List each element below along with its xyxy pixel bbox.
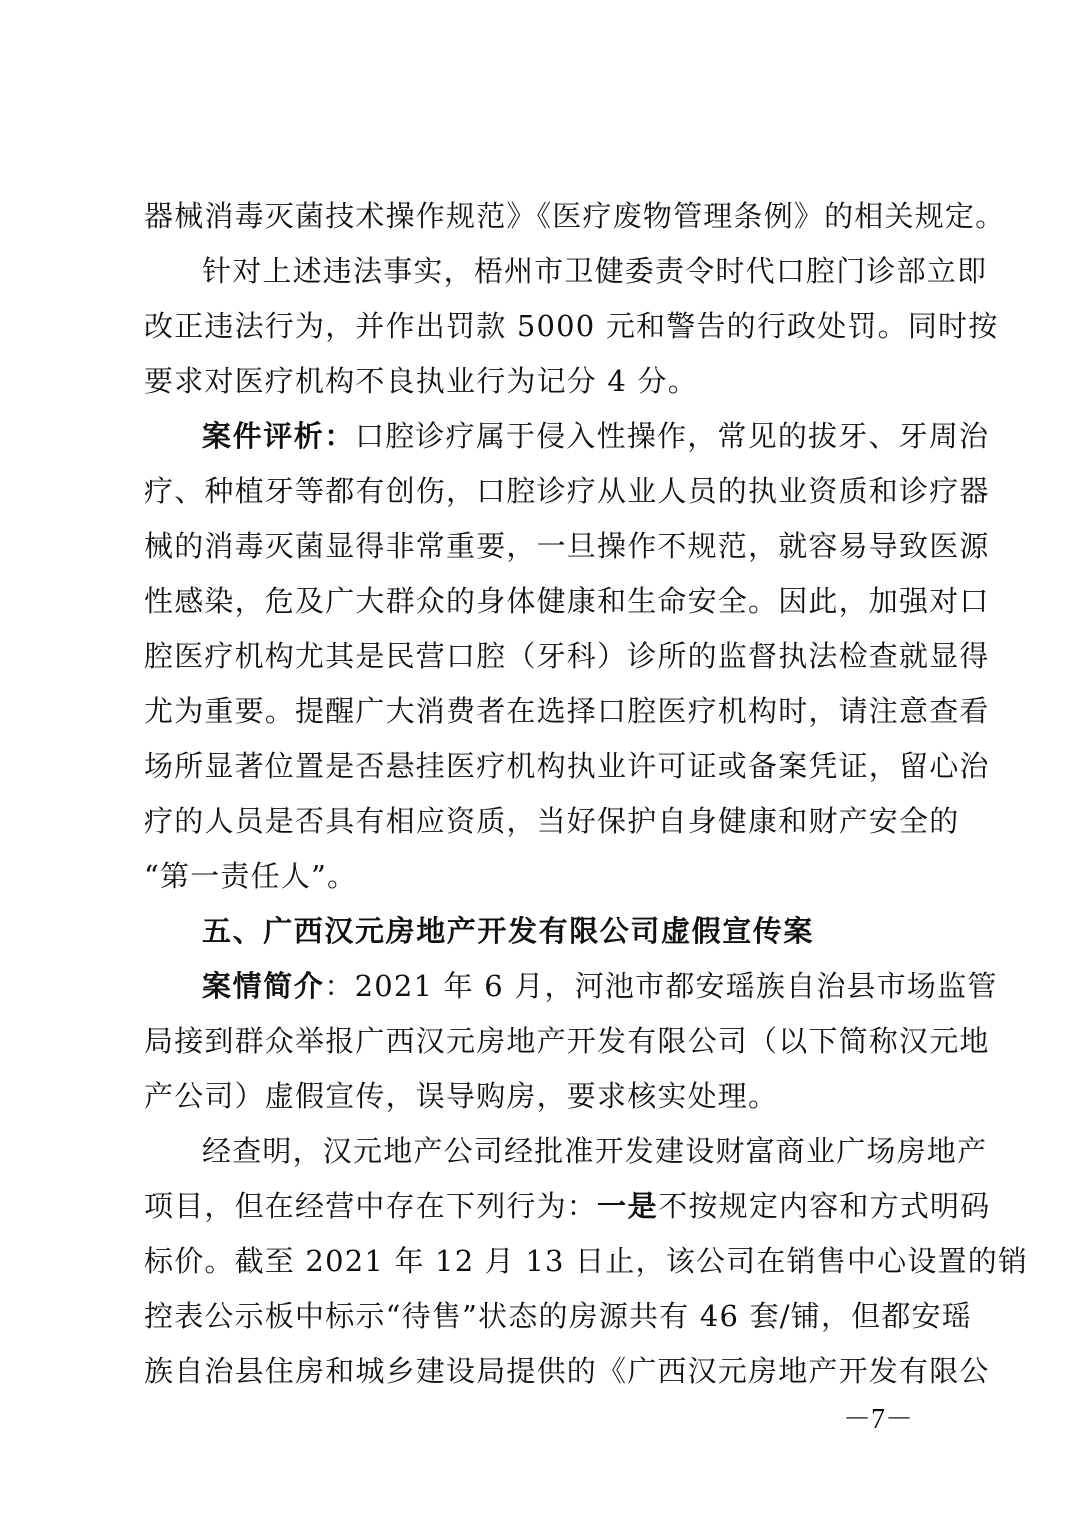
paragraph-line: 改正违法行为，并作出罚款 5000 元和警告的行政处罚。同时按: [144, 309, 999, 343]
paragraph-text: 不按规定内容和方式明码: [658, 1189, 991, 1223]
section-heading: 五、广西汉元房地产开发有限公司虚假宣传案: [202, 914, 815, 948]
paragraph-line: 腔医疗机构尤其是民营口腔（牙科）诊所的监督执法检查就显得: [144, 639, 990, 673]
paragraph-line: “第一责任人”。: [144, 859, 358, 893]
paragraph-text: 针对上述违法事实，梧州市卫健委责令时代口腔门诊部立即: [202, 254, 988, 288]
paragraph-line: 控表公示板中标示“待售”状态的房源共有 46 套/铺，但都安瑶: [144, 1299, 972, 1333]
paragraph-line: [202, 966, 998, 1006]
case-summary-label: 案情简介: [202, 969, 325, 1003]
page-number: －7－: [842, 1404, 913, 1435]
case-analysis-label: 案件评析：: [202, 419, 356, 453]
paragraph-line: [202, 416, 990, 456]
paragraph-line: 族自治县住房和城乡建设局提供的《广西汉元房地产开发有限公: [144, 1354, 990, 1388]
paragraph-line: 局接到群众举报广西汉元房地产开发有限公司（以下简称汉元地: [144, 1024, 990, 1058]
paragraph-line: 器械消毒灭菌技术操作规范》《医疗废物管理条例》的相关规定。: [144, 199, 1006, 233]
paragraph-text: 口腔诊疗属于侵入性操作，常见的拔牙、牙周治: [355, 419, 990, 453]
paragraph-line: 疗、种植牙等都有创伤，口腔诊疗从业人员的执业资质和诊疗器: [144, 474, 990, 508]
paragraph-line: 产公司）虚假宣传，误导购房，要求核实处理。: [144, 1079, 779, 1113]
paragraph-line: [144, 1186, 991, 1226]
paragraph-line: 经查明，汉元地产公司经批准开发建设财富商业广场房地产: [202, 1134, 988, 1168]
paragraph-line: 场所显著位置是否悬挂医疗机构执业许可证或备案凭证，留心治: [144, 749, 990, 783]
paragraph-line: 要求对医疗机构不良执业行为记分 4 分。: [144, 364, 698, 398]
paragraph-line: 性感染，危及广大群众的身体健康和生命安全。因此，加强对口: [144, 584, 990, 618]
first-point-label: 一是: [597, 1189, 659, 1223]
paragraph-line: 疗的人员是否具有相应资质，当好保护自身健康和财产安全的: [144, 804, 960, 838]
paragraph-line: 标价。截至 2021 年 12 月 13 日止，该公司在销售中心设置的销: [144, 1244, 1029, 1278]
paragraph-line: [202, 251, 988, 291]
paragraph-text: ：2021 年 6 月，河池市都安瑶族自治县市场监管: [324, 969, 998, 1003]
paragraph-line: 尤为重要。提醒广大消费者在选择口腔医疗机构时，请注意查看: [144, 694, 990, 728]
paragraph-line: 械的消毒灭菌显得非常重要，一旦操作不规范，就容易导致医源: [144, 529, 990, 563]
paragraph-text: 项目，但在经营中存在下列行为：: [144, 1189, 598, 1223]
